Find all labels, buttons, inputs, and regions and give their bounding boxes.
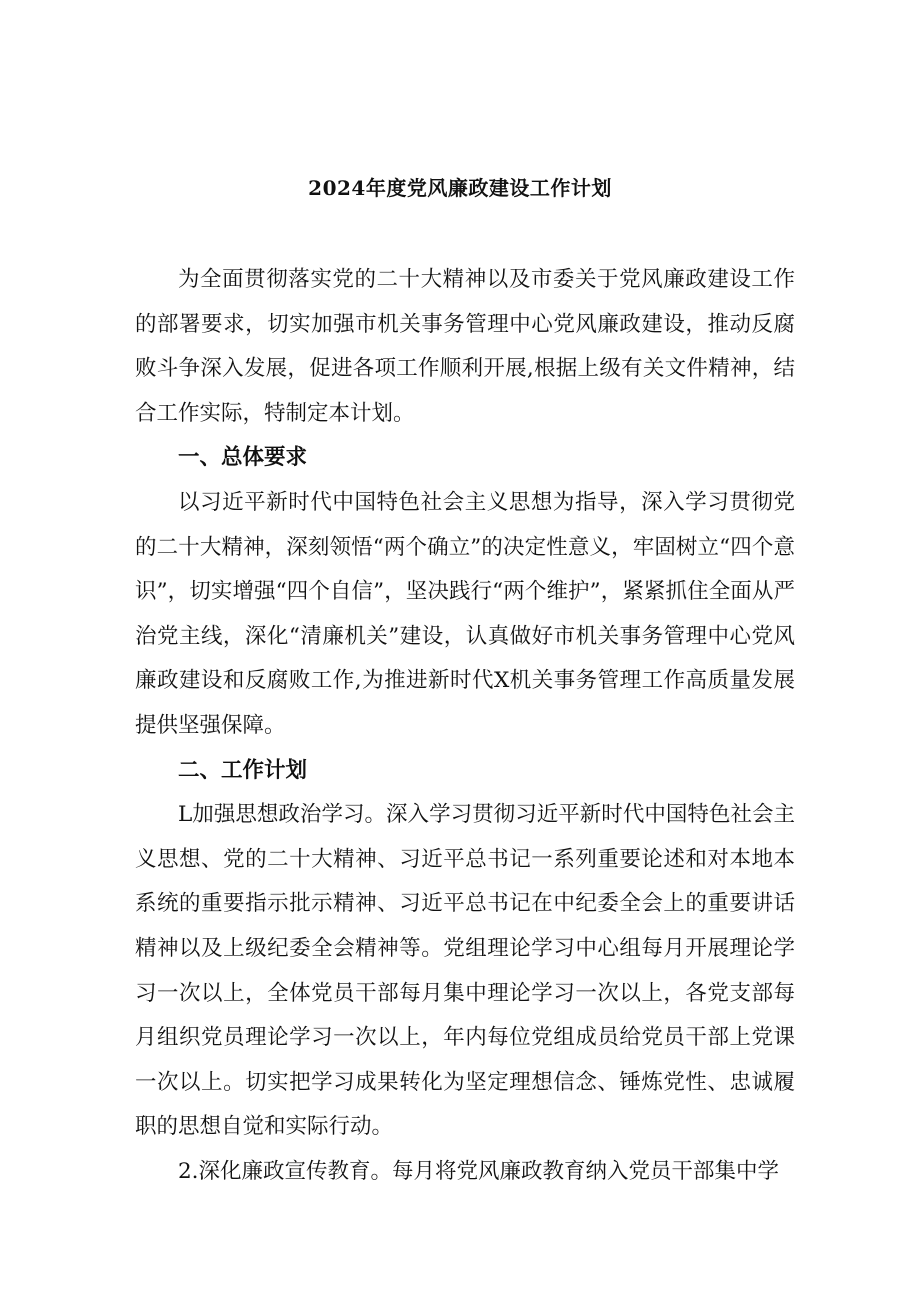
overall-requirements-paragraph: 以习近平新时代中国特色社会主义思想为指导，深入学习贯彻党的二十大精神，深刻领悟“两个确立”的决定性意义，牢固树立“四个意识”，切实增强“四个自信”，坚决践行“两个维护”，紧紧抓住全面从严治党主线，深化“清廉机关”建设，认真做好市机关事务管理中心党风廉政建设和反腐败工作,为推进新时代X机关事务管理工作高质量发展提供坚强保障。	[135, 489, 795, 738]
section-heading-overall-requirements: 一、总体要求	[178, 445, 308, 471]
work-plan-item-2: 2.深化廉政宣传教育。每月将党风廉政教育纳入党员干部集中学	[178, 1158, 780, 1184]
intro-paragraph: 为全面贯彻落实党的二十大精神以及市委关于党风廉政建设工作的部署要求，切实加强市机关事务管理中心党风廉政建设，推动反腐败斗争深入发展，促进各项工作顺利开展,根据上级有关文件精神，结合工作实际，特制定本计划。	[135, 267, 795, 426]
document-body	[135, 258, 795, 1194]
document-title: 2024年度党风廉政建设工作计划	[308, 176, 612, 200]
section-heading-work-plan: 二、工作计划	[178, 757, 308, 783]
work-plan-item-1: L加强思想政治学习。深入学习贯彻习近平新时代中国特色社会主义思想、党的二十大精神、习近平总书记一系列重要论述和对本地本系统的重要指示批示精神、习近平总书记在中纪委全会上的重要讲话精神以及上级纪委全会精神等。党组理论学习中心组每月开展理论学习一次以上，全体党员干部每月集中理论学习一次以上，各党支部每月组织党员理论学习一次以上，年内每位党组成员给党员干部上党课一次以上。切实把学习成果转化为坚定理想信念、锤炼党性、忠诚履职的思想自觉和实际行动。	[135, 802, 795, 1140]
